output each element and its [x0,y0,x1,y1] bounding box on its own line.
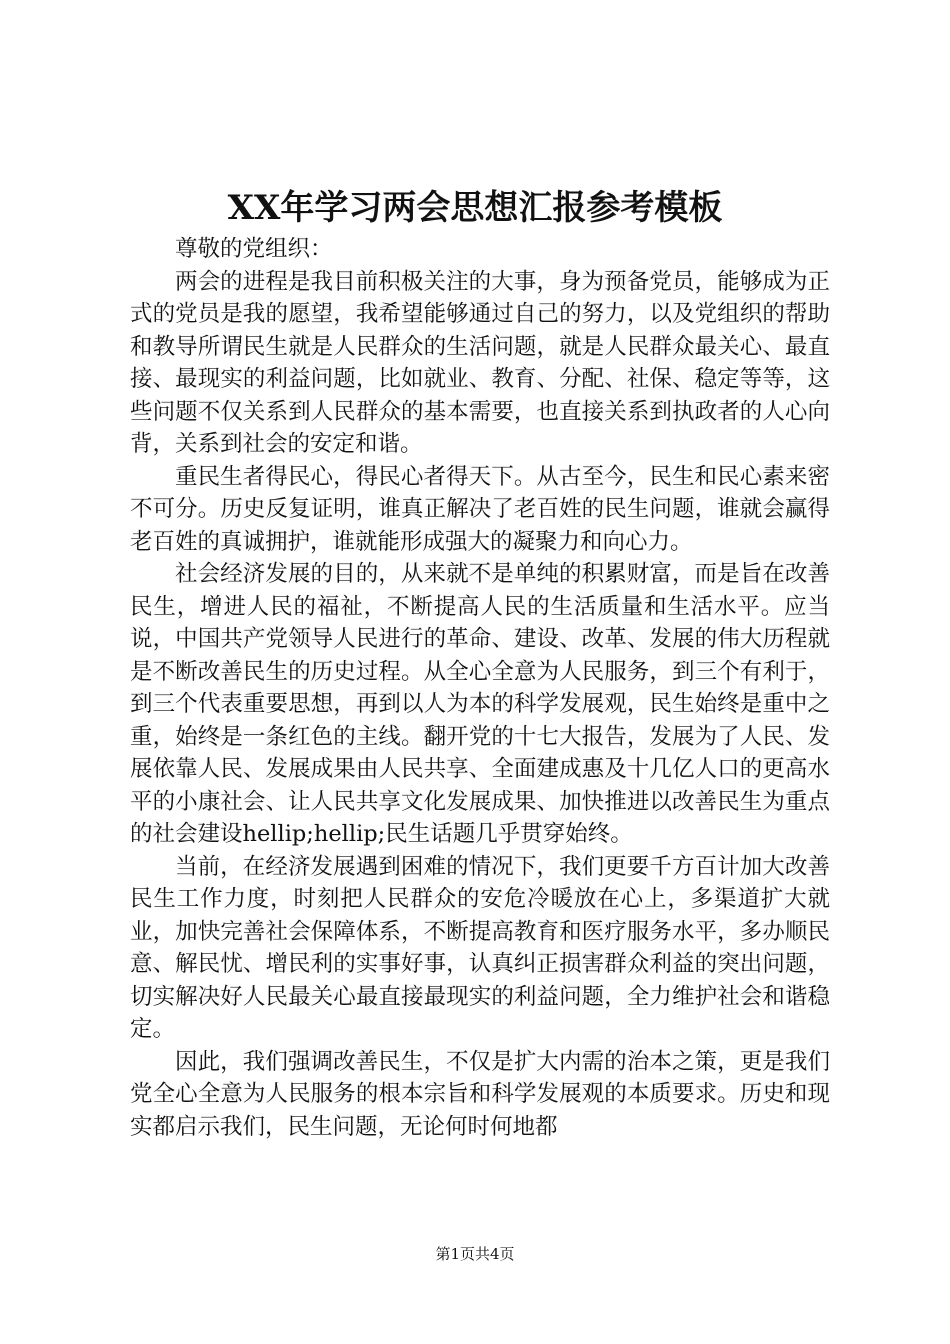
salutation: 尊敬的党组织： [175,236,333,262]
document-body [130,233,830,1143]
page-number: 第1页 [435,1245,475,1263]
document-title: XX年学习两会思想汇报参考模板 [227,188,723,228]
page-footer [0,1243,950,1265]
paragraph: 当前，在经济发展遇到困难的情况下，我们更要千方百计加大改善民生工作力度，时刻把人民群众的安危冷暖放在心上，多渠道扩大就业，加快完善社会保障体系，不断提高教育和医疗服务水平，多办顺民意、解民忧、增民利的实事好事，认真纠正损害群众利益的突出问题，切实解决好人民最关心最直接最现实的利益问题，全力维护社会和谐稳定。 [130,853,830,1042]
paragraph: 重民生者得民心，得民心者得天下。从古至今，民生和民心素来密不可分。历史反复证明，谁真正解决了老百姓的民生问题，谁就会赢得老百姓的真诚拥护，谁就能形成强大的凝聚力和向心力。 [130,463,830,555]
paragraph: 因此，我们强调改善民生，不仅是扩大内需的治本之策，更是我们党全心全意为人民服务的根本宗旨和科学发展观的本质要求。历史和现实都启示我们，民生问题，无论何时何地都 [130,1048,830,1140]
page-total: 共4页 [475,1245,515,1263]
paragraph: 两会的进程是我目前积极关注的大事，身为预备党员，能够成为正式的党员是我的愿望，我希望能够通过自己的努力，以及党组织的帮助和教导所谓民生就是人民群众的生活问题，就是人民群众最关心、最直接、最现实的利益问题，比如就业、教育、分配、社保、稳定等等，这些问题不仅关系到人民群众的基本需要，也直接关系到执政者的人心向背，关系到社会的安定和谐。 [130,268,830,457]
paragraph: 社会经济发展的目的，从来就不是单纯的积累财富，而是旨在改善民生，增进人民的福祉，不断提高人民的生活质量和生活水平。应当说，中国共产党领导人民进行的革命、建设、改革、发展的伟大历程就是不断改善民生的历史过程。从全心全意为人民服务，到三个有利于，到三个代表重要思想，再到以人为本的科学发展观，民生始终是重中之重，始终是一条红色的主线。翻开党的十七大报告，发展为了人民、发展依靠人民、发展成果由人民共享、全面建成惠及十几亿人口的更高水平的小康社会、让人民共享文化发展成果、加快推进以改善民生为重点的社会建设hellip;hellip;民生话题几乎贯穿始终。 [130,561,830,847]
